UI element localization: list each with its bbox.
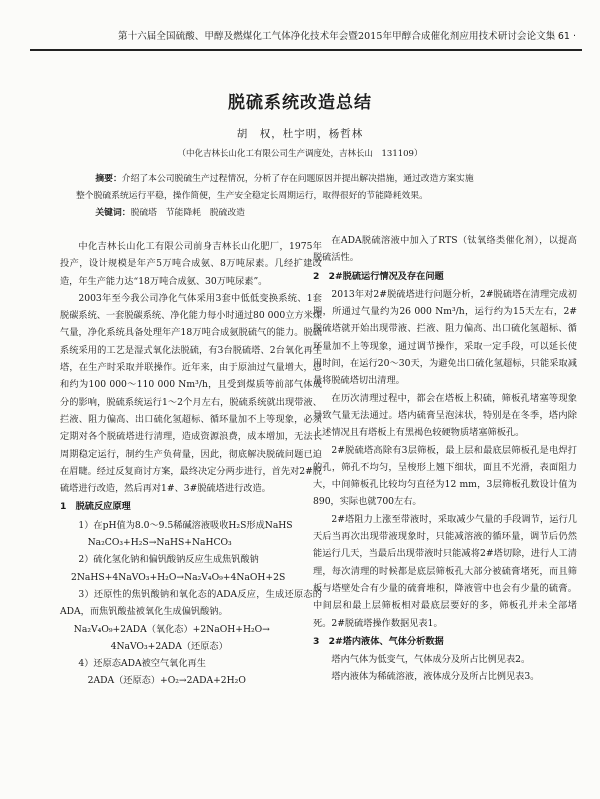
right-column [313, 232, 577, 686]
section-heading-2: 2 2#脱硫运行情况及存在问题 [313, 270, 444, 282]
left-paragraph-3: 1）在pH值为8.0～9.5稀碱溶液吸收H₂S形成NaHS [78, 519, 293, 531]
abstract-line-1 [76, 171, 512, 188]
header-rule [30, 49, 582, 51]
left-paragraph-2: 2003年至今我公司净化气体采用3套中低低变换系统、1套脱碳系统、一套脱碳系统、净化能力每小时通过80 000立方米煤气量，净化系统具备处理年产18万吨合成氨脱硫气的能力。脱硫系统采用的工艺是湿式氧化法脱硫，有3台脱硫塔、2台氧化再生塔，在生产时采取并联操作。近年来，由于原油过气量增大，总和约为100 000～110 000 Nm³/h，且受到煤质等前部气体成分的影响，脱硫系统运行1～2个月左右，脱硫系统就出现带液、拦液、阻力偏高、出口硫化氢超标、循环量加不上等现象，必须定期对各个脱硫塔进行清理，造成资源浪费，成本增加，无法长周期稳定运行，制约生产负荷量，因此，彻底解决脱硫问题已迫在眉睫。经过反复商讨方案，最终决定分两步进行，首先对2#脱硫塔进行改造，然后再对1#、3#脱硫塔进行改造。 [60, 292, 322, 495]
equation-1: Na₂CO₃+H₂S→NaHS+NaHCO₃ [87, 537, 232, 549]
abstract-label: 摘要： [95, 174, 122, 184]
right-paragraph-0: 在ADA脱硫溶液中加入了RTS（钛氧络类催化剂），以提高脱硫活性。 [313, 235, 577, 264]
abstract-text-1: 介绍了本公司脱硫生产过程情况，分析了存在问题原因并提出解决措施，通过改造方案实施 [121, 174, 474, 184]
right-paragraph-1: 2013年对2#脱硫塔进行问题分析，2#脱硫塔在清理完成初期，所通过气量约为26 000 Nm³/h，运行约为15天左右，2#脱硫塔就开始出现带液、拦液、阻力偏高、出口硫化氢超标、循环量加不上等现象，通过调节操作，采取一定手段，可以延长使用时间，在运行20～30天，为避免出口硫化氢超标，只能采取减量将脱硫塔切出清理。 [313, 288, 577, 387]
keywords-label: 关键词： [95, 208, 131, 218]
abstract-block [76, 171, 512, 222]
right-paragraph-4: 2#塔阻力上涨至带液时，采取减少气量的手段调节，运行几天后当再次出现带液现象时，只能减溶液的循环量，调节后仍然能运行几天，当最后出现带液时只能减将2#塔切除，进行人工清理，每次清理的时候都是底层筛板孔大部分被硫膏堵死，而且筛板与塔壁处合有少量的硫膏堆积，降液管中也会有少量的硫膏。中间层和最上层筛板相对最底层要好的多，筛板孔并未全部堵死。2#脱硫塔操作数据见表1。 [313, 513, 577, 629]
paper-affiliation: （中化吉林长山化工有限公司生产调度处，吉林长山 131109） [177, 149, 423, 159]
left-paragraph-4: 2）硫化氢化钠和偏钒酸钠反应生成焦钒酸钠 [78, 554, 259, 566]
equation-3b: 4NaVO₃+2ADA（还原态） [110, 640, 228, 652]
abstract-line-2: 整个脱硫系统运行平稳，操作简便，生产安全稳定长周期运行，取得很好的节能降耗效果。 [76, 191, 428, 201]
section-heading-3: 3 2#塔内液体、气体分析数据 [313, 635, 444, 647]
keywords-line [76, 205, 512, 222]
paper-authors: 胡 权，杜宇明，杨哲林 [236, 128, 364, 140]
right-paragraph-5: 塔内气体为低变气，气体成分及所占比例见表2。 [331, 654, 531, 666]
left-paragraph-1: 中化吉林长山化工有限公司前身吉林长山化肥厂，1975年投产，设计规模是年产5万吨合成氨、8万吨尿素。几经扩建改造，年生产能力达“18万吨合成氨、30万吨尿素”。 [60, 241, 322, 287]
equation-2: 2NaHS+4NaVO₃+H₂O→Na₂V₄O₉+4NaOH+2S [71, 571, 286, 583]
equation-3a: Na₂V₄O₉+2ADA（氧化态）+2NaOH+H₂O→ [73, 623, 270, 635]
right-paragraph-3: 2#脱硫塔高除有3层筛板，最上层和最底层筛板孔是电焊打的孔，筛孔不均匀，呈梭形上翘下细状，面且不光滑，表面阻力大，中间筛板孔比较均匀直径为12 mm，3层筛板孔数设计值为890，实际也就700左右。 [313, 444, 577, 508]
running-header-text: 第十六届全国硫酸、甲醇及燃煤化工气体净化技术年会暨2015年甲醇合成催化剂应用技术研讨会论文集 [118, 31, 556, 42]
section-heading-1: 1 脱硫反应原理 [60, 501, 131, 513]
right-paragraph-6: 塔内液体为稀硫溶液，液体成分及所占比例见表3。 [331, 671, 540, 683]
left-paragraph-6: 4）还原态ADA被空气氧化再生 [78, 658, 206, 670]
running-header [30, 28, 582, 46]
equation-4: 2ADA（还原态）+O₂→2ADA+2H₂O [87, 675, 246, 687]
left-column [60, 238, 322, 690]
keywords-text: 脱硫塔 节能降耗 脱硫改造 [130, 208, 245, 218]
page-number: · 61 · [551, 31, 576, 42]
right-paragraph-2: 在历次清理过程中，都会在塔板上积硫，筛板孔堵塞等现象导致气量无法通过。塔内硫膏呈泡沫状，特别是在冬季，塔内除上述情况且有塔板上有黑褐色较硬物质堵塞筛板孔。 [313, 392, 577, 439]
paper-title: 脱硫系统改造总结 [228, 93, 372, 113]
left-paragraph-5: 3）还原性的焦钒酸钠和氧化态的ADA反应，生成还原态的ADA，而焦钒酸盐被氧化生成偏钒酸钠。 [60, 588, 322, 618]
